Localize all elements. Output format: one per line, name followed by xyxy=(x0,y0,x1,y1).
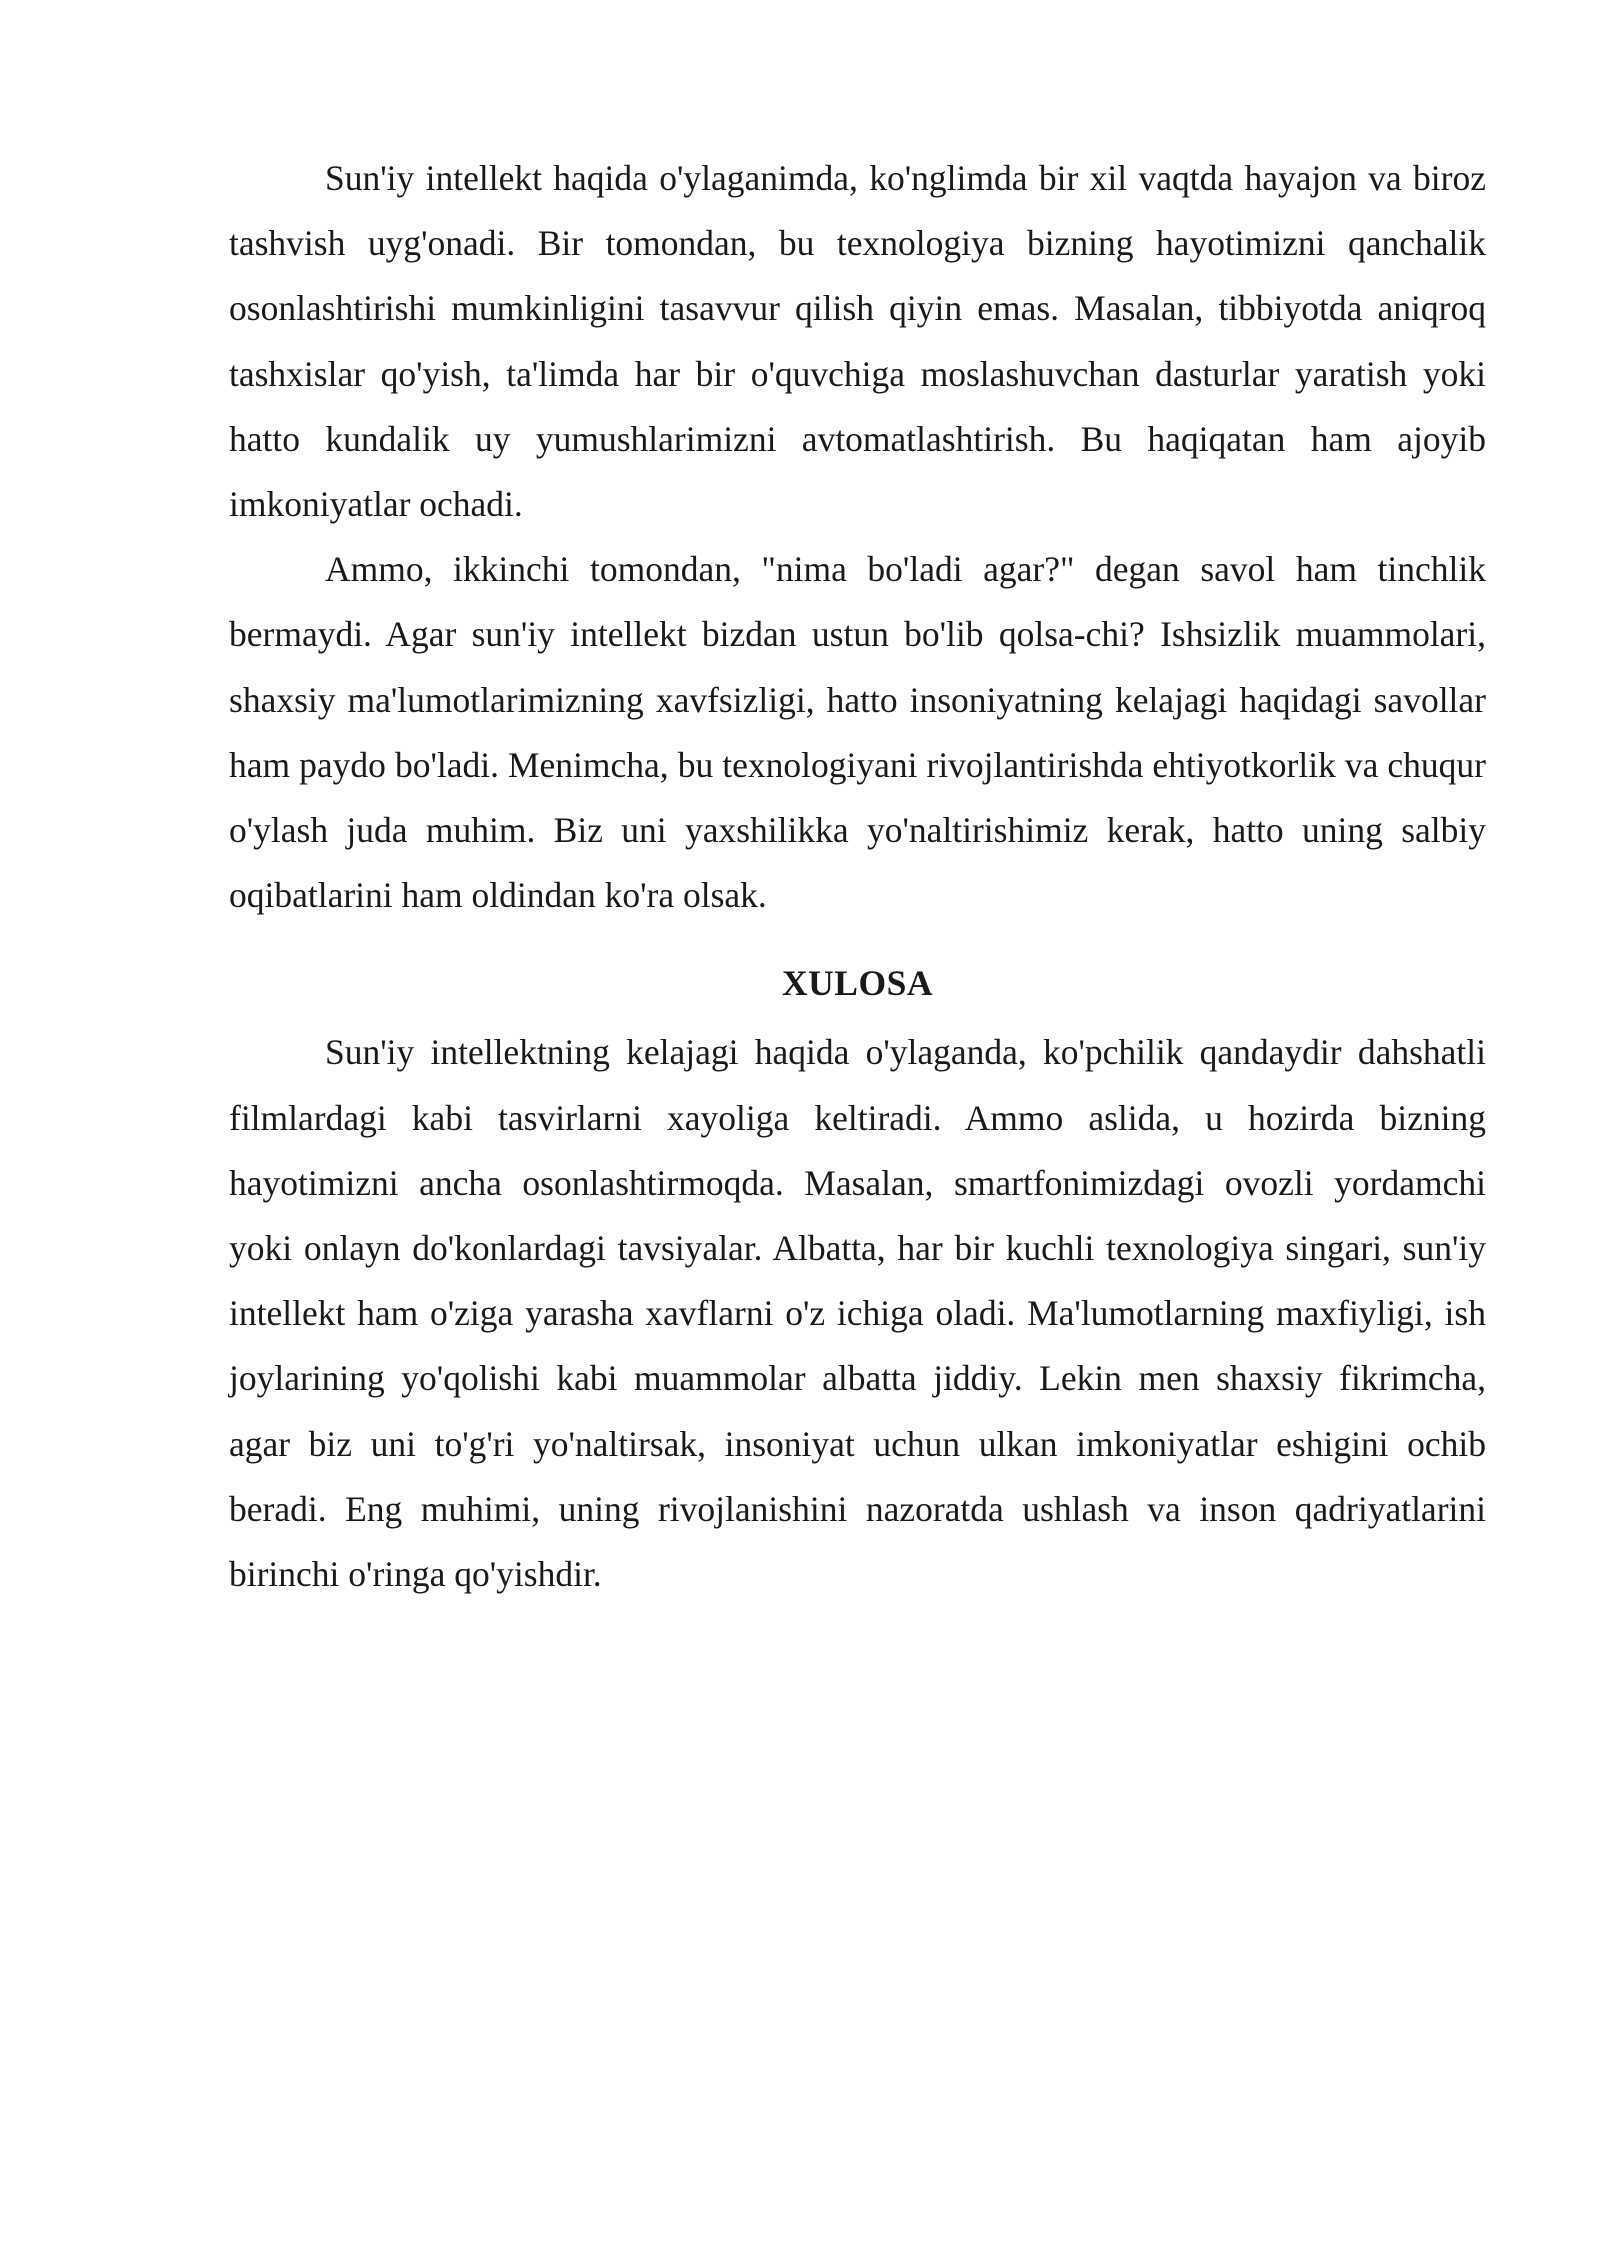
document-page xyxy=(229,146,1486,1607)
paragraph-ai-concerns: Ammo, ikkinchi tomondan, "nima bo'ladi agar?" degan savol ham tinchlik bermaydi. Agar sun'iy intellekt bizdan ustun bo'lib qolsa-chi? Ishsizlik muammolari, shaxsiy ma'lumotlarimizning xavfsizligi, hatto insoniyatning kelajagi haqidagi savollar ham paydo bo'ladi. Menimcha, bu texnologiyani rivojlantirishda ehtiyotkorlik va chuqur o'ylash juda muhim. Biz uni yaxshilikka yo'naltirishimiz kerak, hatto uning salbiy oqibatlarini ham oldindan ko'ra olsak. xyxy=(229,549,1486,916)
paragraph-ai-feelings: Sun'iy intellekt haqida o'ylaganimda, ko'nglimda bir xil vaqtda hayajon va biroz tashvish uyg'onadi. Bir tomondan, bu texnologiya bizning hayotimizni qanchalik osonlashtirishi mumkinligini tasavvur qilish qiyin emas. Masalan, tibbiyotda aniqroq tashxislar qo'yish, ta'limda har bir o'quvchiga moslashuvchan dasturlar yaratish yoki hatto kundalik uy yumushlarimizni avtomatlashtirish. Bu haqiqatan ham ajoyib imkoniyatlar ochadi. xyxy=(229,158,1486,525)
conclusion-heading: XULOSA xyxy=(782,963,933,1004)
paragraph-conclusion: Sun'iy intellektning kelajagi haqida o'ylaganda, ko'pchilik qandaydir dahshatli filmlardagi kabi tasvirlarni xayoliga keltiradi. Ammo aslida, u hozirda bizning hayotimizni ancha osonlashtirmoqda. Masalan, smartfonimizdagi ovozli yordamchi yoki onlayn do'konlardagi tavsiyalar. Albatta, har bir kuchli texnologiya singari, sun'iy intellekt ham o'ziga yarasha xavflarni o'z ichiga oladi. Ma'lumotlarning maxfiyligi, ish joylarining yo'qolishi kabi muammolar albatta jiddiy. Lekin men shaxsiy fikrimcha, agar biz uni to'g'ri yo'naltirsak, insoniyat uchun ulkan imkoniyatlar eshigini ochib beradi. Eng muhimi, uning rivojlanishini nazoratda ushlash va inson qadriyatlarini birinchi o'ringa qo'yishdir. xyxy=(229,1032,1486,1595)
